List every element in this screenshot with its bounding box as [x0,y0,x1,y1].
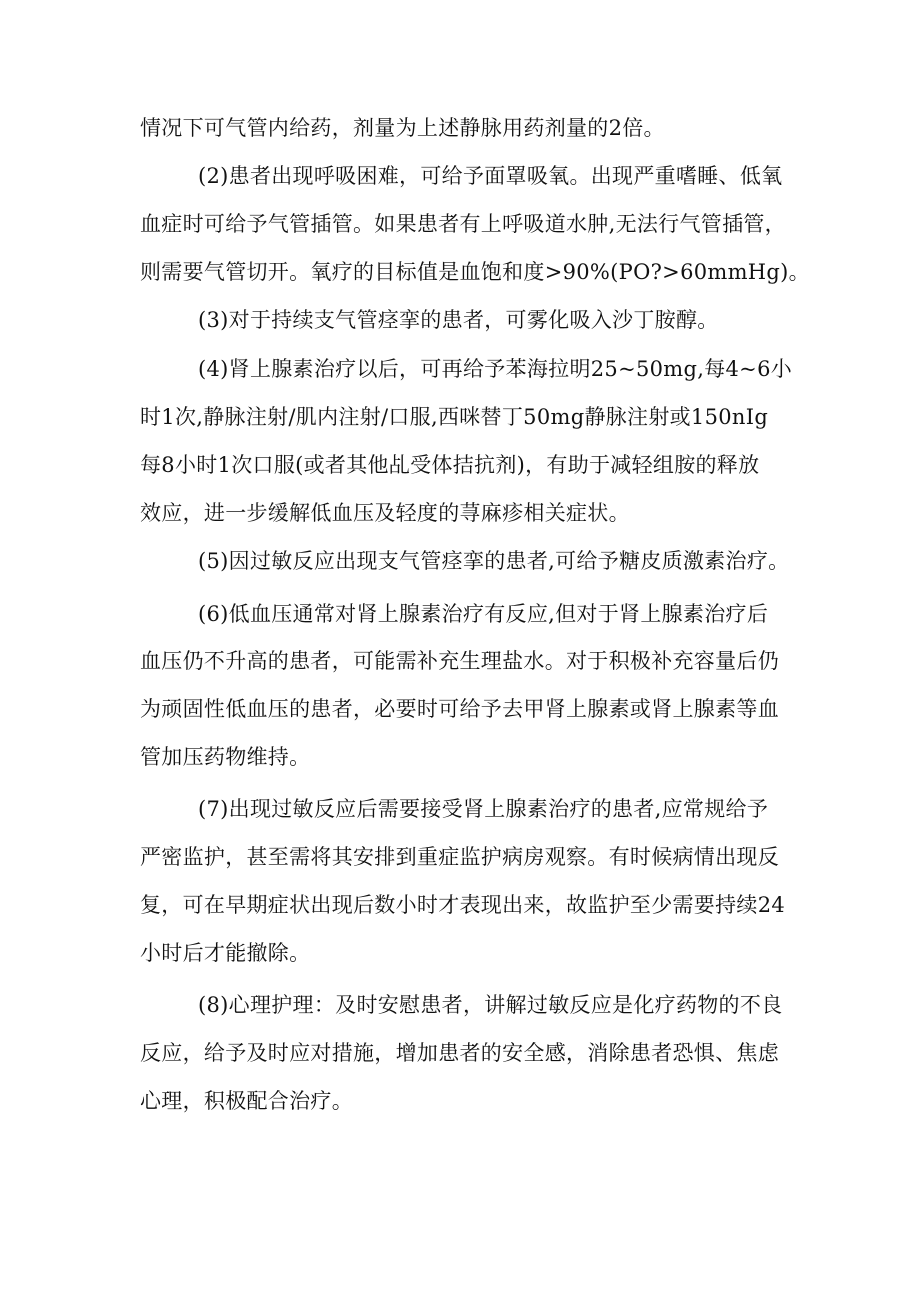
text-line: (8)心理护理：及时安慰患者，讲解过敏反应是化疗药物的不良 [198,993,783,1017]
text-line: 情况下可气管内给药，剂量为上述静脉用药剂量的2倍。 [140,116,665,140]
text-line: 小时后才能撤除。 [140,941,311,965]
text-line: 效应，进一步缓解低血压及轻度的荨麻疹相关症状。 [140,501,630,525]
text-line: (6)低血压通常对肾上腺素治疗有反应,但对于肾上腺素治疗后 [198,602,769,626]
text-line: (5)因过敏反应出现支气管痉挛的患者,可给予糖皮质激素治疗。 [198,549,790,573]
text-line: 时1次,静脉注射/肌内注射/口服,西咪替丁50mg静脉注射或150nIg [140,405,769,429]
text-line: 则需要气管切开。氧疗的目标值是血饱和度>90%(PO?>60mmHg)。 [140,260,810,284]
text-line: (2)患者出现呼吸困难，可给予面罩吸氧。出现严重嗜睡、低氧 [198,164,783,188]
text-line: 管加压药物维持。 [140,745,311,769]
text-line: 复，可在早期症状出现后数小时才表现出来，故监护至少需要持续24 [140,893,786,917]
text-line: 为顽固性低血压的患者，必要时可给予去甲肾上腺素或肾上腺素等血 [140,697,779,721]
text-line: 每8小时1次口服(或者其他乩受体拮抗剂)，有助于减轻组胺的释放 [140,453,760,477]
text-line: (4)肾上腺素治疗以后，可再给予苯海拉明25~50mg,每4~6小 [198,357,793,381]
text-line: 反应，给予及时应对措施，增加患者的安全感，消除患者恐惧、焦虑 [140,1041,779,1065]
text-line: (3)对于持续支气管痉挛的患者，可雾化吸入沙丁胺醇。 [198,308,719,332]
text-line: 严密监护，甚至需将其安排到重症监护病房观察。有时候病情出现反 [140,845,779,869]
text-line: 血症时可给予气管插管。如果患者有上呼吸道水肿,无法行气管插管， [140,212,786,236]
text-line: (7)出现过敏反应后需要接受肾上腺素治疗的患者,应常规给予 [198,797,769,821]
text-line: 血压仍不升高的患者，可能需补充生理盐水。对于积极补充容量后仍 [140,649,779,673]
text-line: 心理，积极配合治疗。 [140,1089,353,1113]
